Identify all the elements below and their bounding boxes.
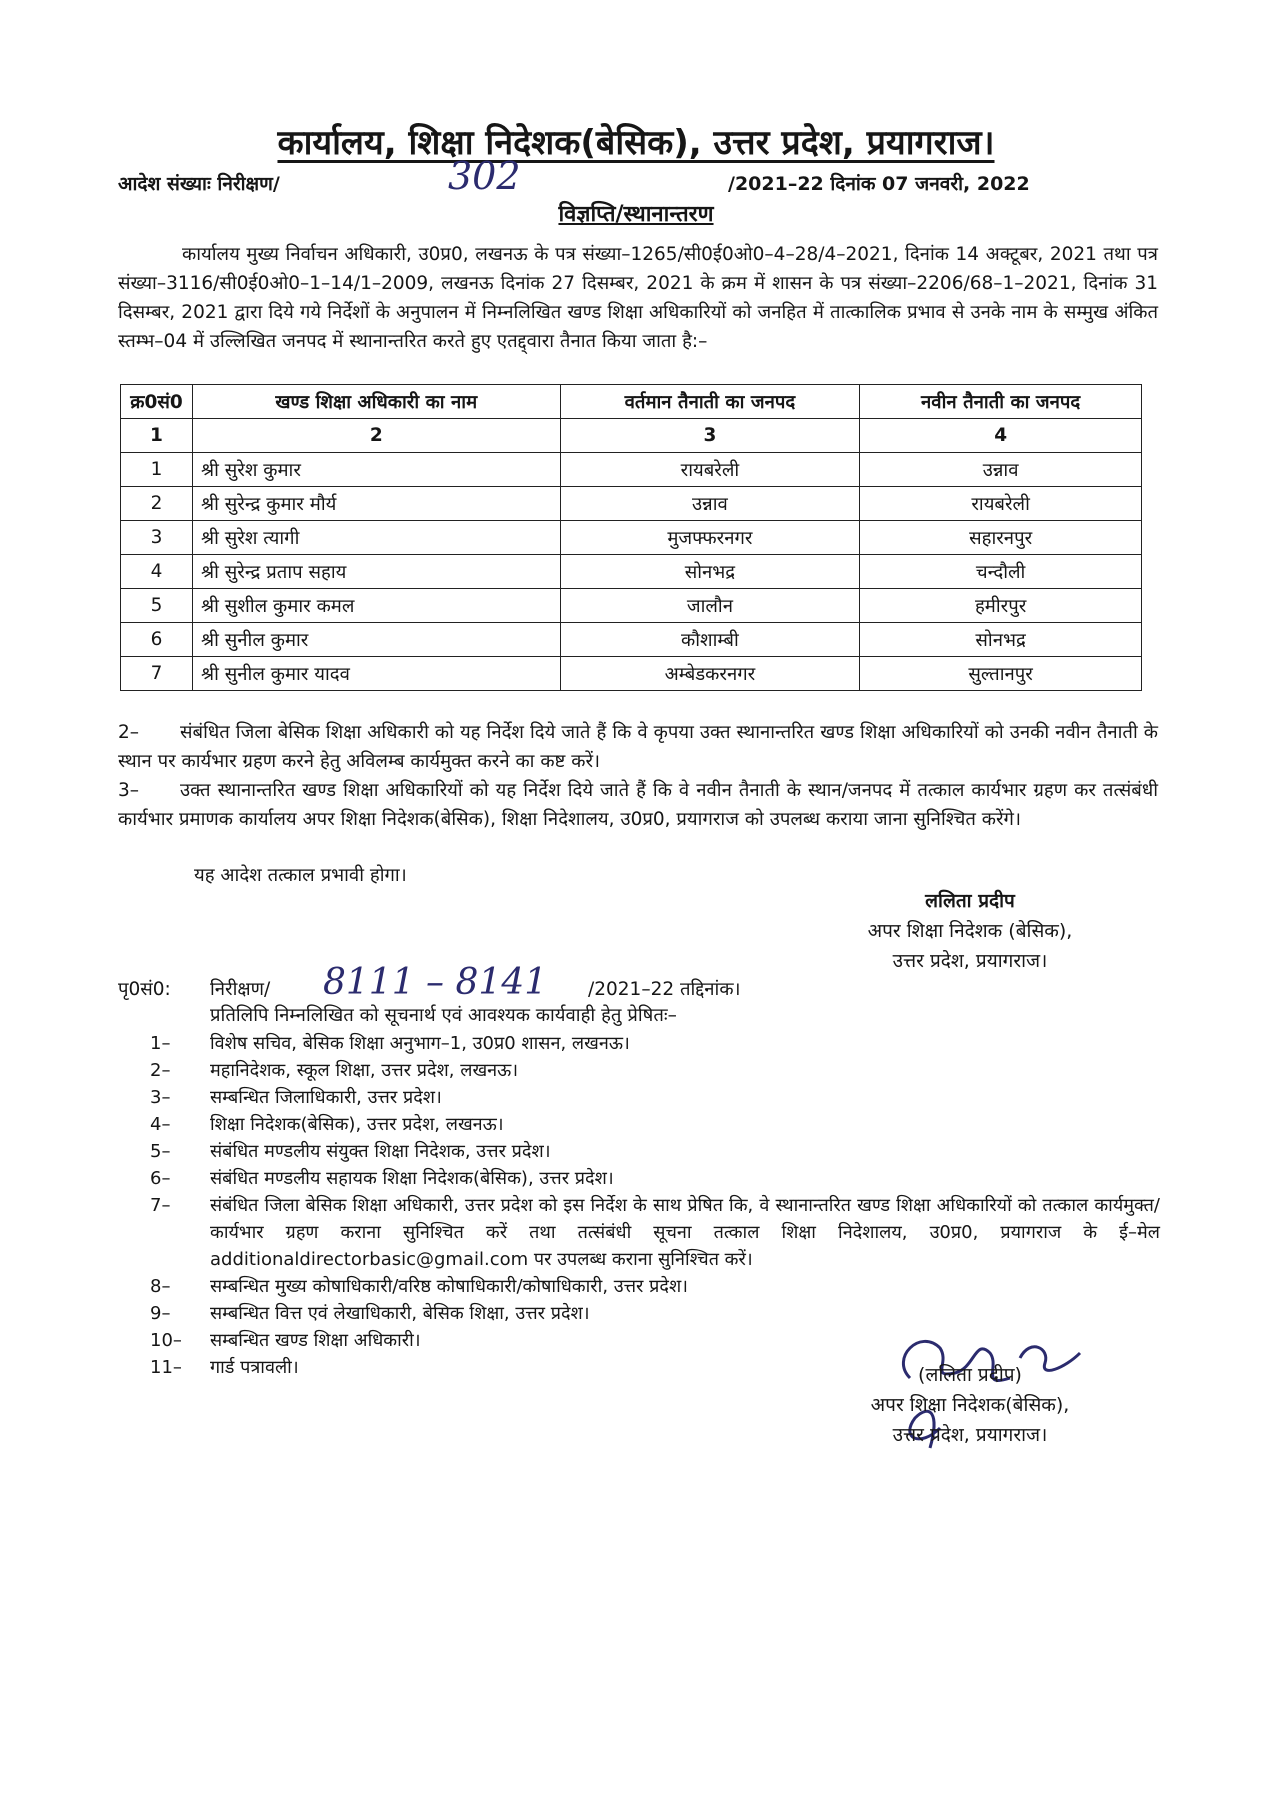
- recipient-text: सम्बन्धित मुख्य कोषाधिकारी/वरिष्ठ कोषाधिकारी/कोषाधिकारी, उत्तर प्रदेश।: [210, 1276, 689, 1297]
- recipient-number: 1–: [150, 1033, 171, 1054]
- signatory-designation: अपर शिक्षा निदेशक (बेसिक),: [867, 920, 1073, 942]
- serial-cell: 2: [121, 487, 193, 521]
- current-district-cell: रायबरेली: [560, 453, 860, 487]
- new-district-cell: सुल्तानपुर: [860, 657, 1142, 691]
- effective-statement: यह आदेश तत्काल प्रभावी होगा।: [194, 865, 407, 886]
- signatory2-designation: अपर शिक्षा निदेशक(बेसिक),: [870, 1394, 1070, 1416]
- serial-cell: 5: [121, 589, 193, 623]
- recipient-text: संबंधित मण्डलीय सहायक शिक्षा निदेशक(बेसिक), उत्तर प्रदेश।: [210, 1168, 614, 1189]
- header-current-district: वर्तमान तैनाती का जनपद: [560, 385, 860, 419]
- list-item: [150, 1165, 1160, 1192]
- signatory-name: ललिता प्रदीप: [925, 890, 1015, 912]
- recipient-number: 3–: [150, 1087, 171, 1108]
- serial-cell: 7: [121, 657, 193, 691]
- list-item: [150, 1111, 1160, 1138]
- table-row: [121, 623, 1142, 657]
- col-number: 2: [192, 419, 560, 453]
- order-date: /2021–22 दिनांक 07 जनवरी, 2022: [728, 173, 1030, 195]
- intro-paragraph: कार्यालय मुख्य निर्वाचन अधिकारी, उ0प्र0, लखनऊ के पत्र संख्या–1265/सी0ई0ओ0–4–28/4–2021, दिनांक 14 अक्टूबर, 2021 तथा पत्र संख्या–3116/सी0ई0ओ0–1–14/1–2009, लखनऊ दिनांक 27 दिसम्बर, 2021 के क्रम में शासन के पत्र संख्या–2206/68–1–2021, दिनांक 31 दिसम्बर, 2021 द्वारा दिये गये निर्देशों के अनुपालन में निम्नलिखित खण्ड शिक्षा अधिकारियों को जनहित में तात्कालिक प्रभाव से उनके नाम के सम्मुख अंकित स्तम्भ–04 में उल्लिखित जनपद में स्थानान्तरित करते हुए एतद्द्वारा तैनात किया जाता है:–: [118, 244, 1158, 352]
- header-serial: क्र0सं0: [121, 385, 193, 419]
- point-text: संबंधित जिला बेसिक शिक्षा अधिकारी को यह निर्देश दिये जाते हैं कि वे कृपया उक्त स्थानान्तरित खण्ड शिक्षा अधिकारियों को उनकी नवीन तैनाती के स्थान पर कार्यभार ग्रहण करने हेतु अविलम्ब कार्यमुक्त करने का कष्ट करें।: [118, 722, 1158, 772]
- officer-name-cell: श्री सुनील कुमार: [192, 623, 560, 657]
- serial-cell: 3: [121, 521, 193, 555]
- officer-name-cell: श्री सुरेश कुमार: [192, 453, 560, 487]
- new-district-cell: हमीरपुर: [860, 589, 1142, 623]
- order-label: आदेश संख्याः निरीक्षण/: [118, 173, 280, 195]
- officer-name-cell: श्री सुरेन्द्र प्रताप सहाय: [192, 555, 560, 589]
- new-district-cell: उन्नाव: [860, 453, 1142, 487]
- current-district-cell: अम्बेडकरनगर: [560, 657, 860, 691]
- list-item: [150, 1138, 1160, 1165]
- new-district-cell: सहारनपुर: [860, 521, 1142, 555]
- table-header-row: [121, 385, 1142, 419]
- current-district-cell: सोनभद्र: [560, 555, 860, 589]
- table-row: [121, 555, 1142, 589]
- header-officer-name: खण्ड शिक्षा अधिकारी का नाम: [192, 385, 560, 419]
- recipient-number: 8–: [150, 1276, 171, 1297]
- recipient-text: गार्ड पत्रावली।: [210, 1357, 299, 1378]
- current-district-cell: उन्नाव: [560, 487, 860, 521]
- point-3: [118, 776, 1158, 834]
- list-item: [150, 1057, 1160, 1084]
- list-item: [150, 1273, 1160, 1300]
- officer-name-cell: श्री सुरेश त्यागी: [192, 521, 560, 555]
- list-item: [150, 1030, 1160, 1057]
- serial-cell: 1: [121, 453, 193, 487]
- recipient-number: 4–: [150, 1114, 171, 1135]
- point-text: उक्त स्थानान्तरित खण्ड शिक्षा अधिकारियों को यह निर्देश दिये जाते हैं कि वे नवीन तैनाती के स्थान/जनपद में तत्काल कार्यभार ग्रहण कर तत्संबंधी कार्यभार प्रमाणक कार्यालय अपर शिक्षा निदेशक(बेसिक), शिक्षा निदेशालय, उ0प्र0, प्रयागराज को उपलब्ध कराया जाना सुनिश्चित करेंगे।: [118, 780, 1158, 830]
- endorsement-label: पृ0सं0:: [118, 979, 171, 1000]
- recipient-number: 2–: [150, 1060, 171, 1081]
- table-row: [121, 589, 1142, 623]
- endorsement-number-handwritten: 8111 – 8141: [323, 962, 548, 1003]
- recipient-number: 7–: [150, 1195, 171, 1216]
- recipient-text: महानिदेशक, स्कूल शिक्षा, उत्तर प्रदेश, लखनऊ।: [210, 1060, 519, 1081]
- officer-name-cell: श्री सुरेन्द्र कुमार मौर्य: [192, 487, 560, 521]
- recipient-text: शिक्षा निदेशक(बेसिक), उत्तर प्रदेश, लखनऊ।: [210, 1114, 504, 1135]
- column-number-row: [121, 419, 1142, 453]
- recipient-number: 6–: [150, 1168, 171, 1189]
- recipient-text: संबंधित मण्डलीय संयुक्त शिक्षा निदेशक, उत्तर प्रदेश।: [210, 1141, 551, 1162]
- officer-name-cell: श्री सुशील कुमार कमल: [192, 589, 560, 623]
- list-item: [150, 1084, 1160, 1111]
- table-row: [121, 487, 1142, 521]
- copy-to-line: प्रतिलिपि निम्नलिखित को सूचनार्थ एवं आवश्यक कार्यवाही हेतु प्रेषितः–: [210, 1005, 677, 1026]
- serial-cell: 6: [121, 623, 193, 657]
- office-title: कार्यालय, शिक्षा निदेशक(बेसिक), उत्तर प्रदेश, प्रयागराज।: [277, 123, 995, 163]
- signature-block-2: [830, 1360, 1110, 1450]
- signature-block: [820, 886, 1120, 976]
- endorsement-date: /2021–22 तद्दिनांक।: [588, 979, 741, 1000]
- recipient-number: 11–: [150, 1357, 182, 1378]
- col-number: 1: [121, 419, 193, 453]
- order-number-handwritten: 302: [448, 154, 521, 198]
- table-row: [121, 453, 1142, 487]
- current-district-cell: मुजफ्फरनगर: [560, 521, 860, 555]
- signatory2-name: (ललिता प्रदीप): [918, 1364, 1022, 1386]
- list-item: [150, 1192, 1160, 1273]
- recipient-text: सम्बन्धित जिलाधिकारी, उत्तर प्रदेश।: [210, 1087, 442, 1108]
- officer-name-cell: श्री सुनील कुमार यादव: [192, 657, 560, 691]
- signatory-location: उत्तर प्रदेश, प्रयागराज।: [892, 950, 1048, 972]
- point-number: 2–: [118, 722, 140, 743]
- recipient-text: संबंधित जिला बेसिक शिक्षा अधिकारी, उत्तर प्रदेश को इस निर्देश के साथ प्रेषित कि, वे स्थानान्तरित खण्ड शिक्षा अधिकारियों को तत्काल कार्यमुक्त/कार्यभार ग्रहण कराना सुनिश्चित करें तथा तत्संबंधी सूचना तत्काल शिक्षा निदेशालय, उ0प्र0, प्रयागराज के ई–मेल additionaldirectorbasic@gmail.com पर उपलब्ध कराना सुनिश्चित करें।: [210, 1195, 1160, 1270]
- recipient-text: सम्बन्धित खण्ड शिक्षा अधिकारी।: [210, 1330, 421, 1351]
- serial-cell: 4: [121, 555, 193, 589]
- subject-heading: विज्ञप्ति/स्थानान्तरण: [558, 202, 714, 227]
- current-district-cell: कौशाम्बी: [560, 623, 860, 657]
- new-district-cell: चन्दौली: [860, 555, 1142, 589]
- new-district-cell: सोनभद्र: [860, 623, 1142, 657]
- signatory2-location: उत्तर प्रदेश, प्रयागराज।: [892, 1424, 1048, 1446]
- table-row: [121, 521, 1142, 555]
- recipient-text: विशेष सचिव, बेसिक शिक्षा अनुभाग–1, उ0प्र0 शासन, लखनऊ।: [210, 1033, 630, 1054]
- point-2: [118, 718, 1158, 776]
- col-number: 4: [860, 419, 1142, 453]
- new-district-cell: रायबरेली: [860, 487, 1142, 521]
- current-district-cell: जालौन: [560, 589, 860, 623]
- recipient-number: 5–: [150, 1141, 171, 1162]
- point-number: 3–: [118, 780, 140, 801]
- recipient-number: 9–: [150, 1303, 171, 1324]
- table-row: [121, 657, 1142, 691]
- transfer-table: [120, 384, 1142, 691]
- recipient-number: 10–: [150, 1330, 182, 1351]
- col-number: 3: [560, 419, 860, 453]
- recipient-text: सम्बन्धित वित्त एवं लेखाधिकारी, बेसिक शिक्षा, उत्तर प्रदेश।: [210, 1303, 590, 1324]
- header-new-district: नवीन तैनाती का जनपद: [860, 385, 1142, 419]
- endorsement-ref: निरीक्षण/: [210, 979, 271, 1000]
